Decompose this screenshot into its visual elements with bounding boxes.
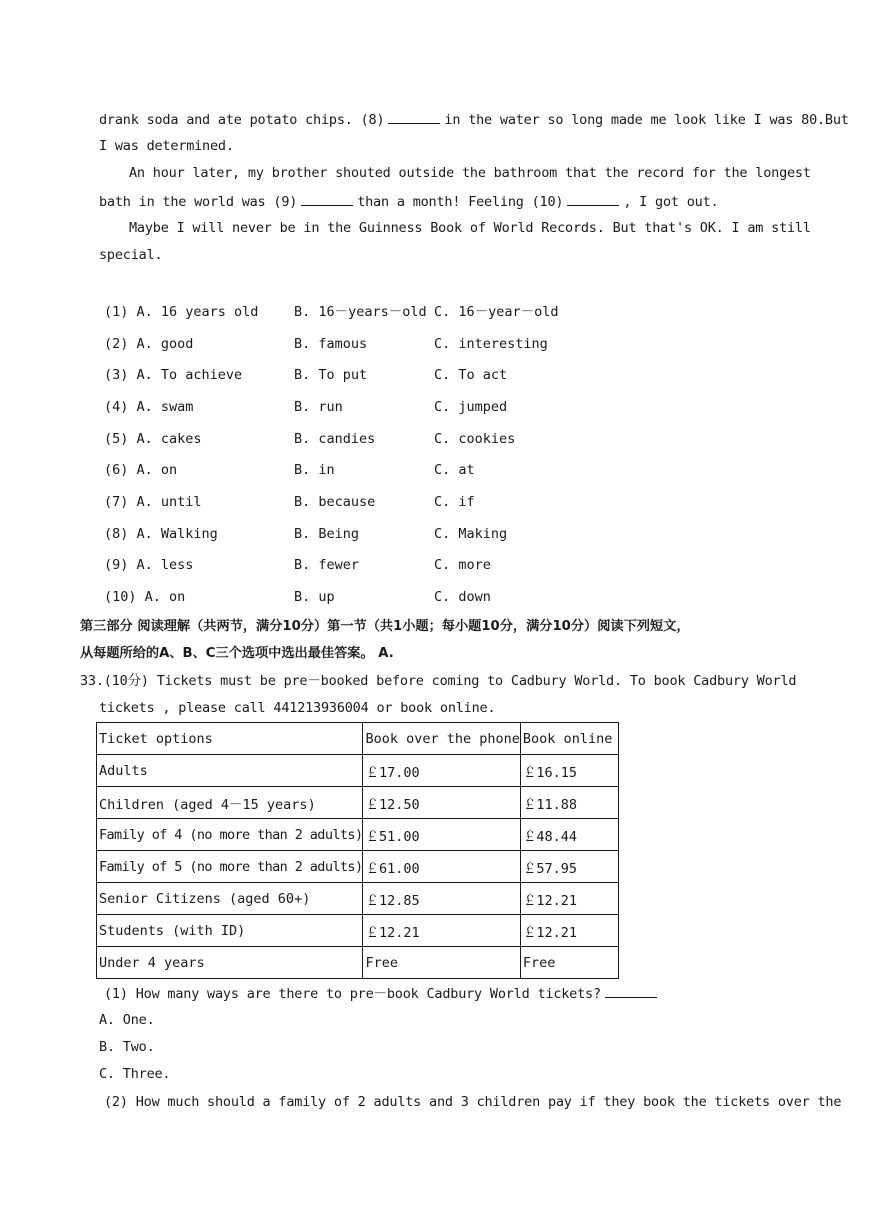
question-33-intro: 33.(10分) Tickets must be pre－booked before coming to Cadbury World. To book Cadbury World bbox=[80, 673, 797, 689]
table-row bbox=[97, 755, 619, 787]
answer-blank-8[interactable] bbox=[388, 110, 440, 124]
table-cell: Free bbox=[363, 947, 520, 979]
choice-a: A. One. bbox=[99, 1012, 155, 1028]
ticket-price-table bbox=[96, 722, 619, 979]
section-3-instruction: 从每题所给的A、B、C三个选项中选出最佳答案。 A. bbox=[80, 646, 394, 661]
answer-blank-10[interactable] bbox=[567, 192, 619, 206]
passage-line-2: I was determined. bbox=[99, 138, 234, 154]
section-3-heading: 第三部分 阅读理解（共两节，满分10分）第一节（共1小题；每小题10分，满分10分）阅读下列短文， bbox=[80, 619, 690, 634]
table-cell: ￡12.21 bbox=[520, 883, 618, 915]
table-header: Ticket options bbox=[97, 723, 363, 755]
table-cell: Family of 5 (no more than 2 adults) bbox=[97, 851, 363, 883]
table-row bbox=[97, 819, 619, 851]
choice-b: B. Two. bbox=[99, 1039, 155, 1055]
table-row bbox=[97, 787, 619, 819]
sub-question-2: (2) How much should a family of 2 adults and 3 children pay if they book the tickets over the bbox=[104, 1094, 842, 1110]
question-33-intro-cont: tickets , please call 441213936004 or book online. bbox=[99, 700, 496, 716]
answer-blank-9[interactable] bbox=[301, 192, 353, 206]
table-cell: Students (with ID) bbox=[97, 915, 363, 947]
table-cell: Senior Citizens (aged 60+) bbox=[97, 883, 363, 915]
sub-question-1: (1) How many ways are there to pre－book Cadbury World tickets? bbox=[104, 984, 661, 1003]
table-cell: ￡16.15 bbox=[520, 755, 618, 787]
table-header: Book over the phone bbox=[363, 723, 520, 755]
table-cell: ￡12.21 bbox=[520, 915, 618, 947]
table-cell: Family of 4 (no more than 2 adults) bbox=[97, 819, 363, 851]
passage-line-4: bath in the world was (9) than a month! Feeling (10) , I got out. bbox=[99, 194, 719, 210]
table-cell: Adults bbox=[97, 755, 363, 787]
table-row bbox=[97, 915, 619, 947]
table-header-row bbox=[97, 723, 619, 755]
table-cell: ￡48.44 bbox=[520, 819, 618, 851]
table-row bbox=[97, 883, 619, 915]
table-cell: Under 4 years bbox=[97, 947, 363, 979]
table-cell: ￡57.95 bbox=[520, 851, 618, 883]
passage-line-1: drank soda and ate potato chips. (8) in the water so long made me look like I was 80.But bbox=[99, 112, 849, 128]
passage-line-5: Maybe I will never be in the Guinness Book of World Records. But that's OK. I am still bbox=[129, 220, 811, 236]
table-cell: Children (aged 4－15 years) bbox=[97, 787, 363, 819]
table-cell: ￡17.00 bbox=[363, 755, 520, 787]
table-cell: ￡12.21 bbox=[363, 915, 520, 947]
table-cell: ￡12.50 bbox=[363, 787, 520, 819]
table-cell: ￡12.85 bbox=[363, 883, 520, 915]
table-header: Book online bbox=[520, 723, 618, 755]
passage-line-3: An hour later, my brother shouted outside the bathroom that the record for the longest bbox=[129, 165, 811, 181]
table-row bbox=[97, 851, 619, 883]
answer-blank-q1[interactable] bbox=[605, 984, 657, 998]
table-row bbox=[97, 947, 619, 979]
table-cell: ￡51.00 bbox=[363, 819, 520, 851]
table-cell: Free bbox=[520, 947, 618, 979]
table-cell: ￡61.00 bbox=[363, 851, 520, 883]
passage-line-6: special. bbox=[99, 247, 163, 263]
choice-c: C. Three. bbox=[99, 1066, 171, 1082]
table-cell: ￡11.88 bbox=[520, 787, 618, 819]
